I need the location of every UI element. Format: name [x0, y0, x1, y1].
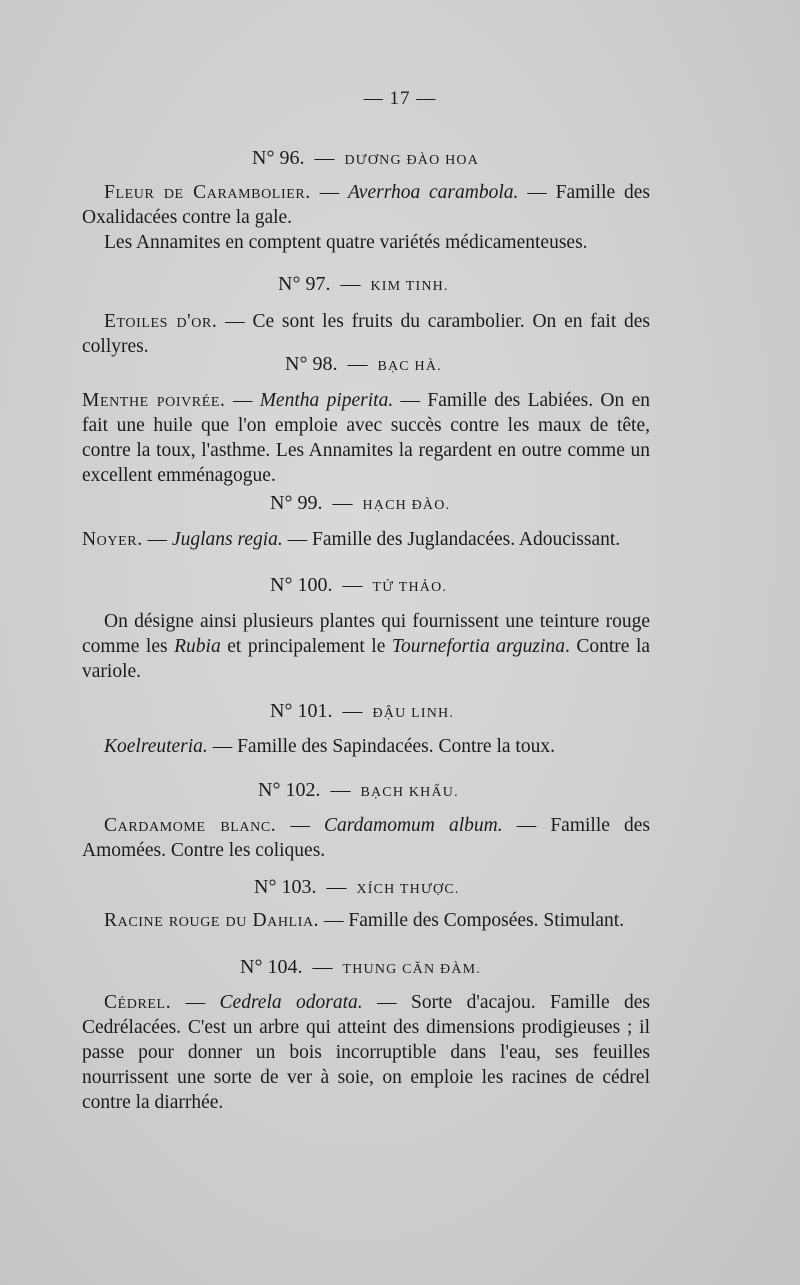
- entry-latin: Tournefortia arguzina: [391, 636, 565, 657]
- entry-vietnamese-name: BẠC HÀ.: [377, 359, 442, 374]
- entry-latin: Cedrela odorata.: [219, 992, 363, 1013]
- entry-text: On désigne ainsi plusieurs plantes qui fournissent une teinture rouge comme les: [82, 611, 650, 657]
- entry-latin: Averrhoa carambola.: [347, 182, 519, 203]
- entry-latin: Mentha piperita.: [259, 390, 394, 411]
- entry-heading-98: N° 98. — BẠC HÀ.: [285, 353, 442, 375]
- entry-body-102: Cardamome blanc. — Cardamomum album. — Famille des Amomées. Contre les coliques.: [82, 815, 650, 861]
- entry-lead: Fleur de Carambolier.: [104, 182, 311, 203]
- entry-heading-97: N° 97. — KIM TINH.: [278, 273, 449, 295]
- entry-number: N° 103.: [254, 876, 317, 898]
- entry-number: N° 98.: [285, 353, 338, 375]
- entry-body-104: Cédrel. — Cedrela odorata. — Sorte d'acajou. Famille des Cedrélacées. C'est un arbre qui atteint des dimensions prodigieuses ; il passe pour donner un bois incorruptible dans l'eau, ses feuilles nourrissent une sorte de ver à soie, on emploie les racines de cédrel contre la diarrhée.: [82, 992, 651, 1113]
- page-number: — 17 —: [363, 88, 437, 109]
- entry-lead: Menthe poivrée.: [82, 390, 226, 411]
- entry-body-103: Racine rouge du Dahlia. — Famille des Composées. Stimulant.: [104, 910, 625, 931]
- entry-text: Famille des Sapindacées. Contre la toux.: [237, 736, 555, 757]
- entry-vietnamese-name: XÍCH THƯỢC.: [356, 882, 460, 897]
- entry-text: et principalement le: [227, 636, 386, 657]
- entry-heading-101: N° 101. — ĐẬU LINH.: [270, 700, 455, 722]
- entry-number: N° 97.: [278, 273, 331, 295]
- entry-body-97: Etoiles d'or. — Ce sont les fruits du carambolier. On en fait des collyres.: [82, 311, 651, 357]
- entry-text: Famille des Juglandacées. Adoucissant.: [312, 529, 621, 550]
- entry-text: Famille des Composées. Stimulant.: [348, 910, 625, 931]
- entry-text: Famille des Amomées. Contre les coliques.: [82, 815, 650, 861]
- entry-text: Famille des Labiées. On en fait une huile que l'on emploie avec succès contre les maux de tête, contre la toux, l'asthme. Les Annamites la regardent en outre comme un excellent emménagogue.: [82, 390, 650, 486]
- entry-text: Sorte d'acajou. Famille des Cedrélacées. C'est un arbre qui atteint des dimensions prodigieuses ; il passe pour donner un bois incorruptible dans l'eau, ses feuilles nourrissent une sorte de ver à soie, on emploie les racines de cédrel contre la diarrhée.: [82, 992, 651, 1113]
- entry-number: N° 99.: [270, 492, 323, 514]
- entry-latin: Cardamomum album.: [323, 815, 503, 836]
- entry-number: N° 100.: [270, 574, 333, 596]
- entry-latin: Juglans regia.: [171, 529, 283, 550]
- entry-heading-96: N° 96. — DƯƠNG ĐÀO HOA: [252, 147, 480, 169]
- entry-vietnamese-name: DƯƠNG ĐÀO HOA: [344, 153, 480, 168]
- entry-lead: Noyer.: [82, 529, 143, 550]
- entry-vietnamese-name: ĐẬU LINH.: [372, 706, 455, 721]
- entry-number: N° 101.: [270, 700, 333, 722]
- entry-body-101: Koelreuteria. — Famille des Sapindacées. Contre la toux.: [104, 736, 555, 757]
- entry-vietnamese-name: TỬ THẢO.: [372, 580, 448, 595]
- entry-vietnamese-name: THUNG CĂN ĐÀM.: [342, 962, 481, 977]
- entry-number: N° 104.: [240, 956, 303, 978]
- entry-body-96: Fleur de Carambolier. — Averrhoa carambola. — Famille des Oxalidacées contre la gale. Les Annamites en comptent quatre variétés médicamenteuses.: [82, 182, 651, 253]
- entry-body-98: Menthe poivrée. — Mentha piperita. — Famille des Labiées. On en fait une huile que l'on emploie avec succès contre les maux de tête, contre la toux, l'asthme. Les Annamites la regardent en outre comme un excellent emménagogue.: [82, 390, 650, 486]
- entry-heading-100: N° 100. — TỬ THẢO.: [270, 574, 448, 596]
- entry-text: Ce sont les fruits du carambolier. On en fait des collyres.: [82, 311, 651, 357]
- entry-vietnamese-name: BẠCH KHẤU.: [360, 785, 459, 800]
- entry-heading-99: N° 99. — HẠCH ĐÀO.: [270, 492, 451, 514]
- entry-lead: Etoiles d'or.: [104, 311, 218, 332]
- entry-text: . Contre la variole.: [82, 636, 651, 682]
- entry-latin: Rubia: [174, 636, 221, 657]
- entry-heading-102: N° 102. — BẠCH KHẤU.: [258, 779, 459, 801]
- entry-text: Famille des Oxalidacées contre la gale.: [82, 182, 651, 228]
- entry-lead: Racine rouge du Dahlia.: [104, 910, 320, 931]
- entry-body-100: [82, 609, 650, 684]
- entry-heading-104: N° 104. — THUNG CĂN ĐÀM.: [240, 956, 481, 978]
- entry-number: N° 102.: [258, 779, 321, 801]
- entry-lead: Cédrel.: [104, 992, 172, 1013]
- entry-vietnamese-name: KIM TINH.: [370, 279, 449, 294]
- entry-lead: Cardamome blanc.: [104, 815, 277, 836]
- entry-vietnamese-name: HẠCH ĐÀO.: [362, 498, 451, 513]
- entry-number: N° 96.: [252, 147, 305, 169]
- entry-body-99: Noyer. — Juglans regia. — Famille des Juglandacées. Adoucissant.: [82, 529, 621, 550]
- entry-heading-103: N° 103. — XÍCH THƯỢC.: [254, 876, 460, 898]
- entry-latin: Koelreuteria.: [104, 736, 208, 757]
- entry-text-2: Les Annamites en comptent quatre variétés médicamenteuses.: [104, 232, 588, 253]
